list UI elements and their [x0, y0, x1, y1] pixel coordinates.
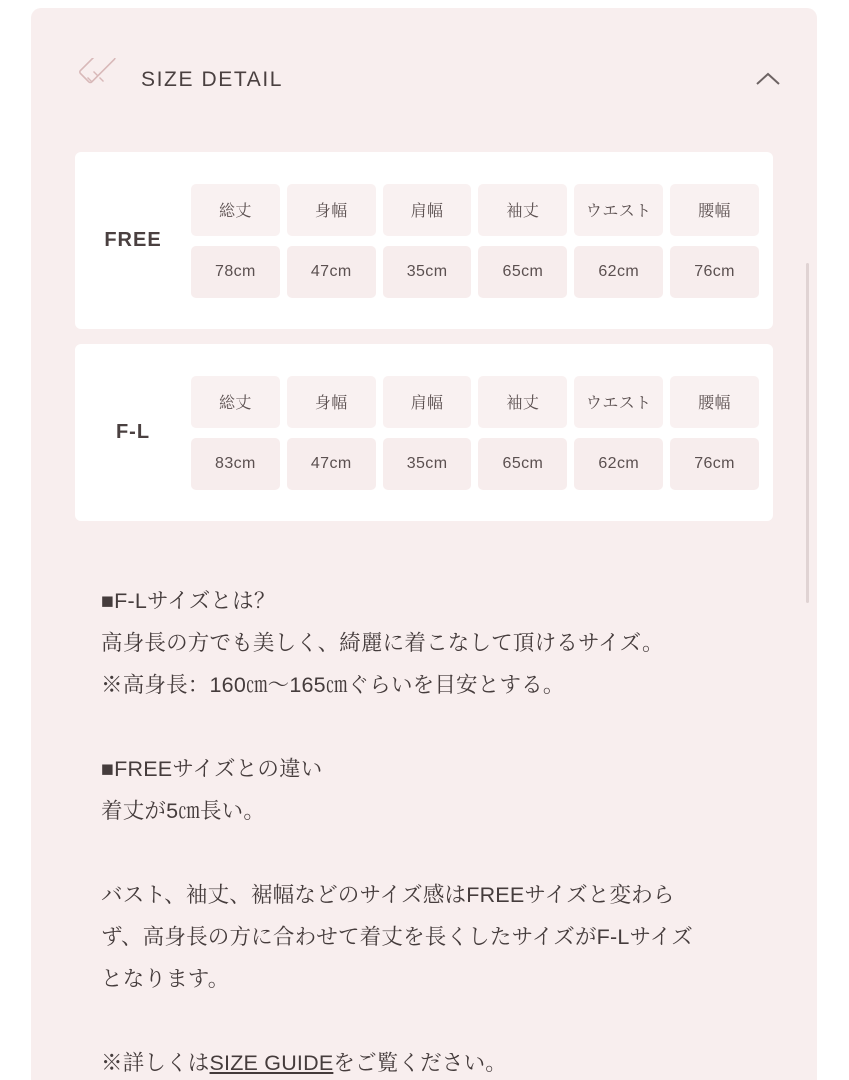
- size-column: [287, 184, 376, 298]
- page-title: SIZE DETAIL: [141, 68, 284, 91]
- size-table-fl: [75, 344, 773, 521]
- size-columns-fl: [191, 376, 759, 490]
- chevron-up-icon[interactable]: [753, 70, 783, 90]
- size-column: [574, 376, 663, 490]
- size-column: [287, 376, 376, 490]
- free-diff-heading: ■FREEサイズとの違い: [101, 757, 323, 781]
- column-header: 身幅: [287, 184, 376, 236]
- size-column: [670, 184, 759, 298]
- size-columns-free: [191, 184, 759, 298]
- column-header: 腰幅: [670, 184, 759, 236]
- size-detail-header[interactable]: [31, 44, 817, 116]
- column-header: ウエスト: [574, 184, 663, 236]
- column-value: 47cm: [287, 438, 376, 490]
- summary-line-2: ず、高身長の方に合わせて着丈を長くしたサイズがF-Lサイズ: [101, 925, 693, 949]
- size-detail-panel: [31, 8, 817, 1080]
- fl-size-line-2: ※高身長：160㎝〜165㎝ぐらいを目安とする。: [101, 673, 565, 697]
- size-description: [101, 580, 801, 1080]
- column-value: 76cm: [670, 246, 759, 298]
- column-header: 腰幅: [670, 376, 759, 428]
- column-value: 62cm: [574, 438, 663, 490]
- column-header: 袖丈: [478, 376, 567, 428]
- column-value: 65cm: [478, 246, 567, 298]
- paragraph-gap: [101, 706, 801, 748]
- column-value: 76cm: [670, 438, 759, 490]
- size-label-fl: F-L: [115, 421, 151, 443]
- size-guide-prefix: ※詳しくは: [101, 1051, 210, 1075]
- size-column: [383, 376, 472, 490]
- column-value: 35cm: [383, 246, 472, 298]
- paragraph-gap: [101, 832, 801, 874]
- column-header: ウエスト: [574, 376, 663, 428]
- free-diff-line-1: 着丈が5㎝長い。: [101, 799, 266, 823]
- column-value: 47cm: [287, 246, 376, 298]
- column-value: 83cm: [191, 438, 280, 490]
- column-value: 62cm: [574, 246, 663, 298]
- size-guide-note: [101, 1042, 801, 1080]
- column-value: 35cm: [383, 438, 472, 490]
- scrollbar[interactable]: [806, 263, 809, 603]
- paragraph-gap: [101, 1000, 801, 1042]
- size-guide-link[interactable]: SIZE GUIDE: [209, 1051, 334, 1075]
- size-column: [478, 184, 567, 298]
- size-column: [383, 184, 472, 298]
- size-column: [574, 184, 663, 298]
- size-guide-suffix: をご覧ください。: [333, 1051, 507, 1075]
- size-table-free: [75, 152, 773, 329]
- column-header: 肩幅: [383, 376, 472, 428]
- size-label-free: FREE: [104, 229, 162, 251]
- ruler-icon: [75, 58, 119, 102]
- summary-line-3: となります。: [101, 967, 230, 991]
- column-value: 65cm: [478, 438, 567, 490]
- fl-size-line-1: 高身長の方でも美しく、綺麗に着こなして頂けるサイズ。: [101, 631, 664, 655]
- column-header: 総丈: [191, 376, 280, 428]
- column-header: 袖丈: [478, 184, 567, 236]
- summary-line-1: バスト、袖丈、裾幅などのサイズ感はFREEサイズと変わら: [101, 883, 675, 907]
- column-header: 肩幅: [383, 184, 472, 236]
- size-column: [478, 376, 567, 490]
- column-header: 総丈: [191, 184, 280, 236]
- size-column: [191, 376, 280, 490]
- column-header: 身幅: [287, 376, 376, 428]
- size-column: [670, 376, 759, 490]
- size-column: [191, 184, 280, 298]
- fl-size-heading: ■F-Lサイズとは？: [101, 589, 276, 613]
- column-value: 78cm: [191, 246, 280, 298]
